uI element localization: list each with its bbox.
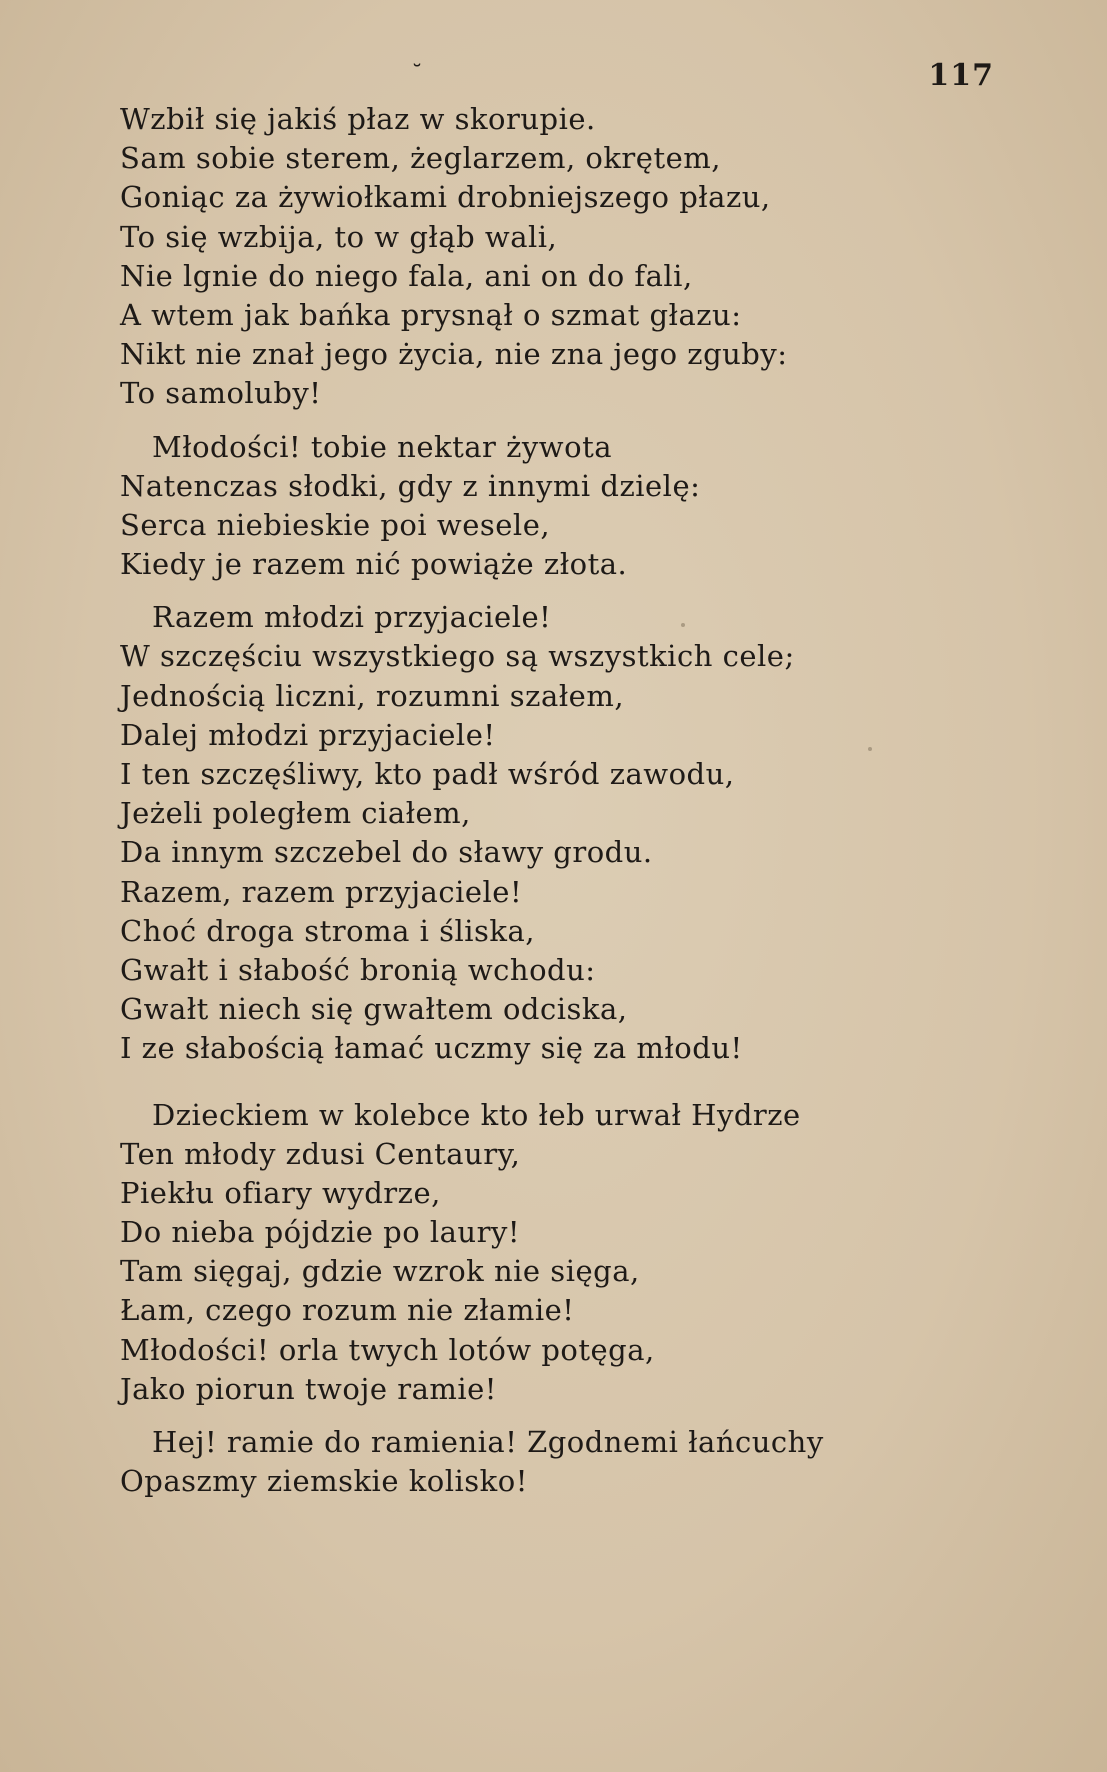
page-mark: ˘ [412,60,422,84]
poem-line: Gwałt i słabość bronią wchodu: [120,952,596,987]
stanza-2 [120,428,1000,585]
poem-line: Ten młody zdusi Centaury, [120,1136,521,1171]
poem-line: To się wzbija, to w głąb wali, [120,219,558,254]
stanza-5 [120,1423,1000,1501]
poem-line: Natenczas słodki, gdy z innymi dzielę: [120,468,701,503]
stanza-3 [120,598,1000,1068]
poem-line: Piekłu ofiary wydrze, [120,1175,441,1210]
poem-line: Łam, czego rozum nie złamie! [120,1293,575,1328]
poem-line: Młodości! tobie nektar żywota [152,429,613,464]
poem-line: I ze słabością łamać uczmy się za młodu! [120,1031,743,1066]
poem-line: Dzieckiem w kolebce kto łeb urwał Hydrze [152,1097,801,1132]
poem-line: Dalej młodzi przyjaciele! [120,717,496,752]
poem-line: Jeżeli poległem ciałem, [120,796,471,831]
page-number: 117 [928,58,994,93]
stanza-gap [120,414,1000,428]
stanza-4 [120,1096,1000,1410]
stanza-gap [120,1069,1000,1096]
poem-line: Nikt nie znał jego życia, nie zna jego zguby: [120,337,788,372]
poem-line: Sam sobie sterem, żeglarzem, okrętem, [120,141,721,176]
paper-speck [868,747,872,751]
poem-line: Tam sięgaj, gdzie wzrok nie sięga, [120,1254,640,1289]
poem-line: Wzbił się jakiś płaz w skorupie. [120,102,596,136]
poem-line: Do nieba pójdzie po laury! [120,1215,521,1250]
poem-line: To samoluby! [120,376,322,411]
poem-line: Nie lgnie do niego fala, ani on do fali, [120,258,693,293]
poem-line: I ten szczęśliwy, kto padł wśród zawodu, [120,757,735,791]
paper-speck [681,623,685,627]
poem [120,100,1000,1501]
poem-line: Gwałt niech się gwałtem odciska, [120,992,628,1027]
poem-line: Razem, razem przyjaciele! [120,874,523,909]
poem-line: Opaszmy ziemskie kolisko! [120,1464,528,1499]
poem-line: Razem młodzi przyjaciele! [152,600,552,635]
stanza-gap [120,1409,1000,1423]
poem-line: Choć droga stroma i śliska, [120,913,535,948]
stanza-gap [120,584,1000,598]
poem-line: Jednością liczni, rozumni szałem, [120,678,625,713]
poem-line: Hej! ramie do ramienia! Zgodnemi łańcuchy [152,1425,824,1459]
poem-line: Młodości! orla twych lotów potęga, [120,1332,655,1367]
poem-line: Goniąc za żywiołkami drobniejszego płazu, [120,180,771,215]
poem-line: Kiedy je razem nić powiąże złota. [120,547,628,582]
poem-line: A wtem jak bańka prysnął o szmat głazu: [120,297,742,332]
stanza-1 [120,100,1000,414]
poem-line: Da innym szczebel do sławy grodu. [120,835,653,870]
poem-line: Jako piorun twoje ramie! [120,1371,497,1406]
poem-line: Serca niebieskie poi wesele, [120,507,551,542]
poem-line: W szczęściu wszystkiego są wszystkich cele; [120,639,795,674]
